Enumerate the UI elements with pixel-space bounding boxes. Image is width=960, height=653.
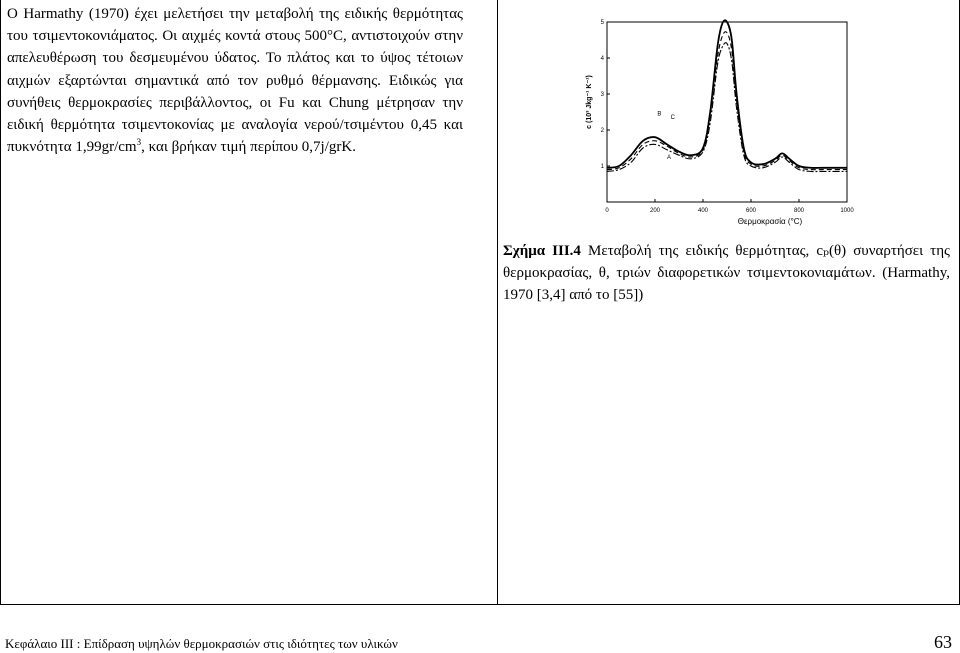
x-tick-label: 600 [745,208,757,214]
y-axis-title: c (10³ Jkg⁻¹ K⁻¹) [586,75,593,129]
x-tick-label: 0 [605,208,609,214]
caption-text: Μεταβολή της ειδικής θερμότητας, cₚ(θ) συναρτήσει της θερμοκρασίας, θ, τριών διαφορετικών τσιμεντοκονιαμάτων. (Harmathy, 1970 [3,4] από το [55]) [503,243,950,303]
plot-frame [607,22,847,202]
curve-label-A: A [667,154,672,161]
figure-cp-chart [575,10,855,228]
y-tick-label: 1 [600,164,604,170]
curve-label-B: B [657,111,662,118]
body-paragraph [7,3,463,158]
x-axis-title: Θερμοκρασία (°C) [737,217,803,226]
series-line-B [607,32,847,170]
body-text-main: Ο Harmathy (1970) έχει μελετήσει την μεταβολή της ειδικής θερμότητας του τσιμεντοκονιάματος. Οι αιχμές κοντά στους 500°C, αντιστοιχούν στην απελευθέρωση του δεσμευμένου ύδατος. Το πλάτος και το ύψος τέτοιων αιχμών εξαρτώνται σημαντικά από τον ρυθμό θέρμανσης. Ειδικώς για συνήθεις θερμοκρασίες περιβάλλοντος, οι Fu και Chung μέτρησαν την ειδική θερμότητα τσιμεντοκονίας με αναλογία νερού/τσιμέντου 0,45 και πυκνότητα 1,99gr/cm [7,6,463,156]
x-tick-label: 400 [697,208,709,214]
cp-line-chart [575,10,855,228]
y-tick-label: 3 [600,92,604,98]
x-tick-label: 200 [649,208,661,214]
x-tick-label: 1000 [840,208,854,214]
footer-rule [0,604,960,605]
caption-label: Σχήμα III.4 [503,243,581,259]
curve-label-C: C [670,115,675,122]
y-tick-label: 2 [600,128,604,134]
column-divider [497,0,498,604]
figure-caption [503,240,950,306]
body-text-superscript: 3 [136,137,142,148]
body-text-tail: , και βρήκαν τιμή περίπου 0,7j/grK. [141,139,356,156]
x-tick-label: 800 [793,208,805,214]
y-tick-label: 5 [600,20,604,26]
page-number: 63 [934,632,952,652]
footer-chapter: Κεφάλαιο ΙΙΙ : Επίδραση υψηλών θερμοκρασιών στις ιδιότητες των υλικών [5,636,398,651]
series-line-C [607,43,847,172]
series-line-A [607,20,847,168]
y-tick-label: 4 [600,56,604,62]
